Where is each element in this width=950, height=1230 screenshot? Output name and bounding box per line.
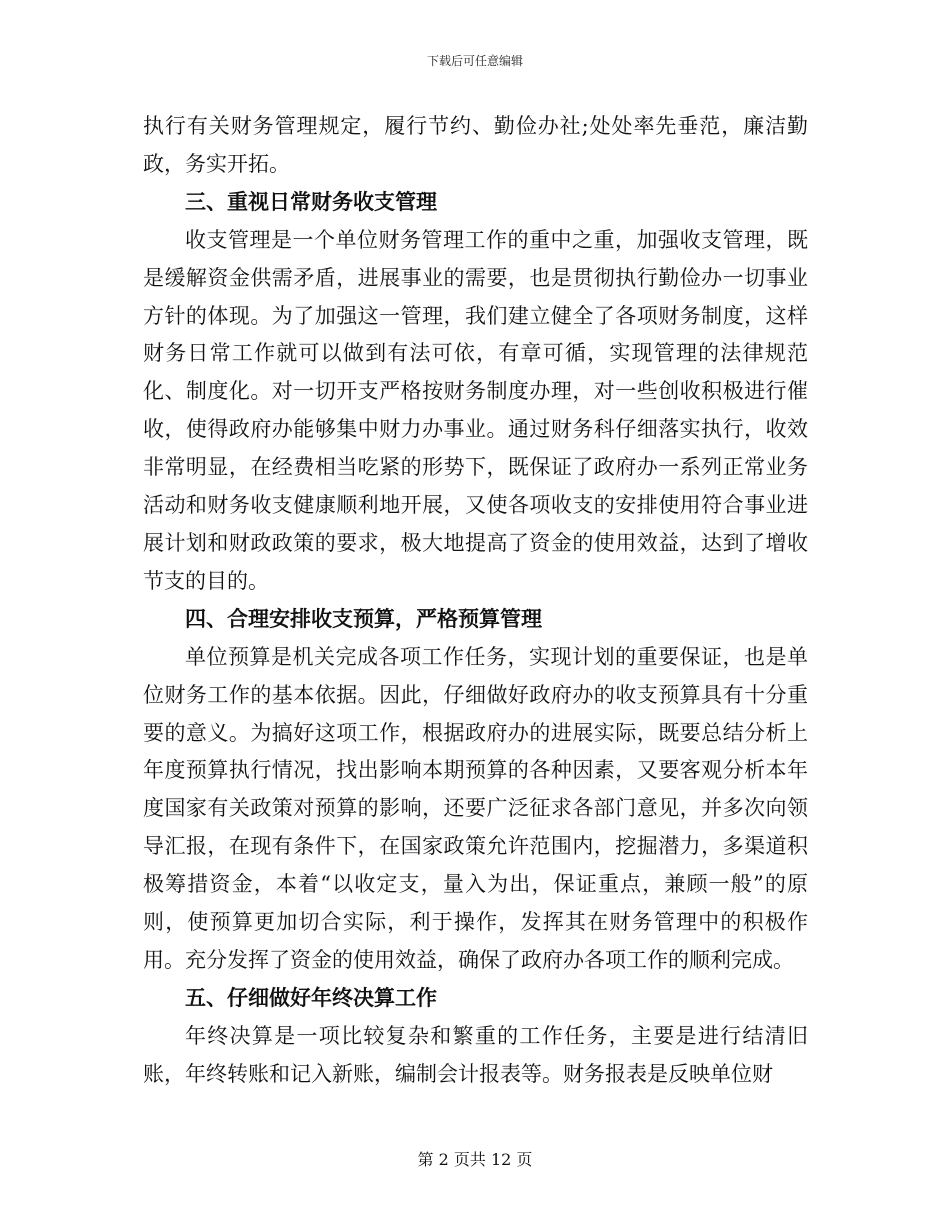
section-heading-5: 五、仔细做好年终决算工作 [185, 985, 437, 1010]
paragraph-continuation: 执行有关财务管理规定，履行节约、勤俭办社;处处率先垂范，廉洁勤政，务实开拓。 [143, 114, 808, 176]
section-heading-4: 四、合理安排收支预算，严格预算管理 [185, 606, 542, 631]
page-number: 第 2 页共 12 页 [417, 1150, 533, 1169]
document-body [143, 108, 808, 1094]
page-header: 下载后可任意编辑 [426, 54, 523, 68]
paragraph-income-expense: 收支管理是一个单位财务管理工作的重中之重，加强收支管理，既是缓解资金供需矛盾，进展事业的需要，也是贯彻执行勤俭办一切事业方针的体现。为了加强这一管理，我们建立健全了各项财务制度，这样财务日常工作就可以做到有法可依，有章可循，实现管理的法律规范化、制度化。对一切开支严格按财务制度办理，对一些创收积极进行催收，使得政府办能够集中财力办事业。通过财务科仔细落实执行，收效非常明显，在经费相当吃紧的形势下，既保证了政府办一系列正常业务活动和财务收支健康顺利地开展，又使各项收支的安排使用符合事业进展计划和财政政策的要求，极大地提高了资金的使用效益，达到了增收节支的目的。 [143, 227, 808, 593]
paragraph-budget: 单位预算是机关完成各项工作任务，实现计划的重要保证，也是单位财务工作的基本依据。因此，仔细做好政府办的收支预算具有十分重要的意义。为搞好这项工作，根据政府办的进展实际，既要总结分析上年度预算执行情况，找出影响本期预算的各种因素，又要客观分析本年度国家有关政策对预算的影响，还要广泛征求各部门意见，并多次向领导汇报，在现有条件下，在国家政策允许范围内，挖掘潜力，多渠道积极筹措资金，本着“以收定支，量入为出，保证重点，兼顾一般”的原则，使预算更加切合实际，利于操作，发挥其在财务管理中的积极作用。充分发挥了资金的使用效益，确保了政府办各项工作的顺利完成。 [143, 644, 808, 972]
paragraph-year-end: 年终决算是一项比较复杂和繁重的工作任务，主要是进行结清旧账，年终转账和记入新账，编制会计报表等。财务报表是反映单位财 [143, 1023, 808, 1086]
section-heading-3: 三、重视日常财务收支管理 [185, 189, 437, 214]
